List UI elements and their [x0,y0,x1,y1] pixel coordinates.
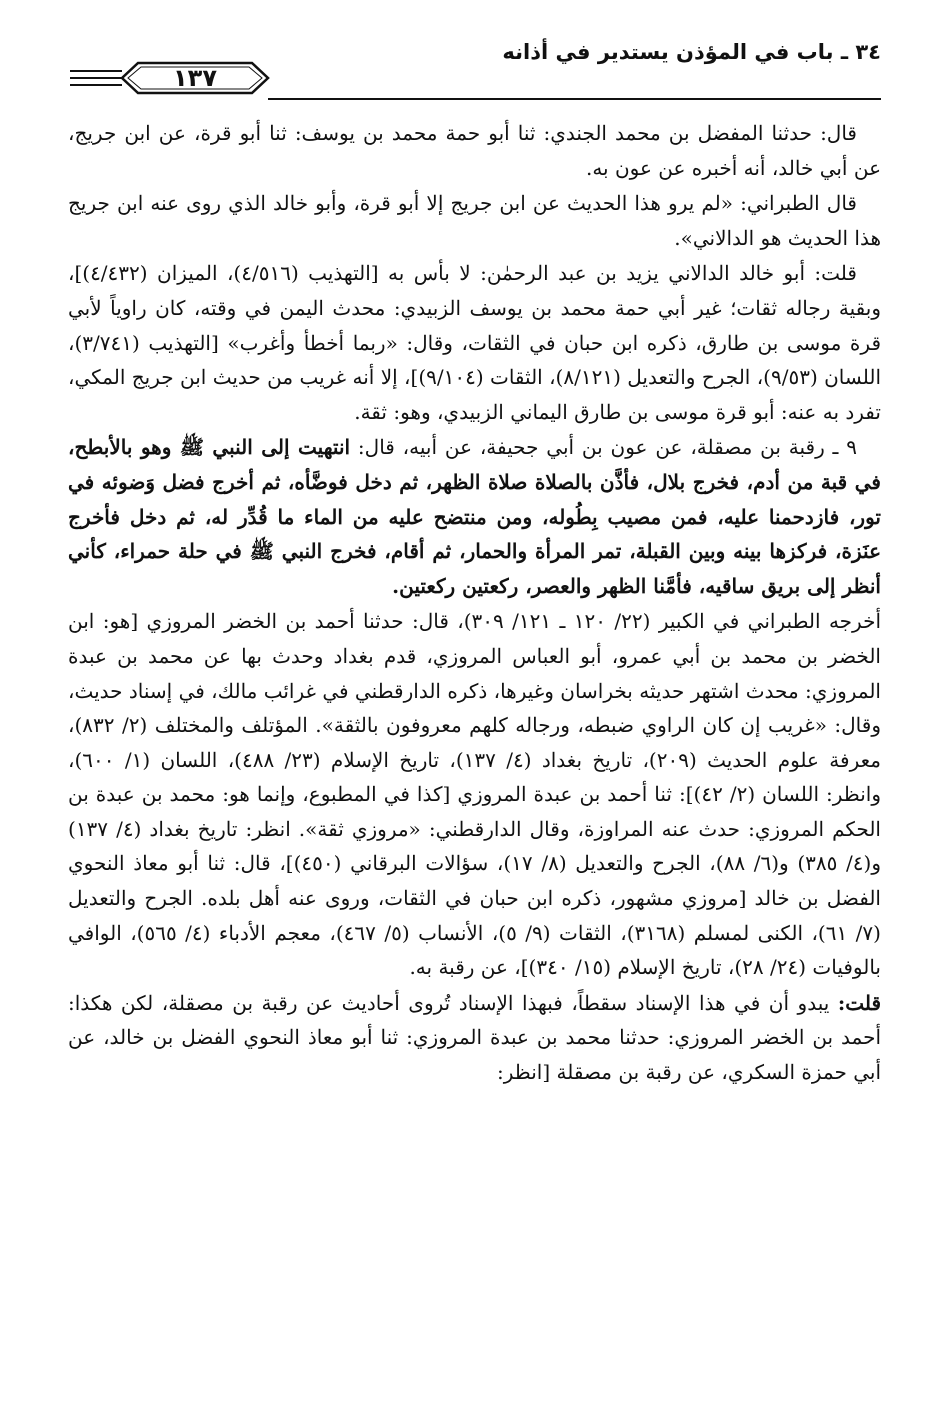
note-text: يبدو أن في هذا الإسناد سقطاً، فبهذا الإسناد تُروى أحاديث عن رقبة بن مصقلة، لكن هكذا: أحمد بن الخضر المروزي: حدثنا محمد بن عبدة المروزي: ثنا أبو معاذ النحوي الفضل بن خالد، عن أبي حمزة السكري، عن رقبة بن مصقلة [انظر: [68,990,881,1085]
page-number-badge [70,60,320,96]
hadith-text: انتهيت إلى النبي ﷺ وهو بالأبطح، في قبة من أدم، فخرج بلال، فأذَّن بالصلاة صلاة الظهر، ثم دخل فوضَّأه، ثم أخرج فضل وَضوئه في تور، فازدحمنا عليه، فمن مصيب بِطُوله، ومن منتضح عليه من الماء ما قُدِّر له، ثم دخل فأخرج عنَزة، فركزها بينه وبين القبلة، تمر المرأة والحمار، ثم أقام، فخرج النبي ﷺ في حلة حمراء، كأني أنظر إلى بريق ساقيه، فأمَّنا الظهر والعصر، ركعتين ركعتين. [68,435,881,598]
paragraph: قال الطبراني: «لم يرو هذا الحديث عن ابن جريج إلا أبو قرة، وأبو خالد الذي روى عنه ابن جريج هذا الحديث هو الدالاني». [68,191,881,250]
paragraph: قلت: أبو خالد الدالاني يزيد بن عبد الرحمٰن: لا بأس به [التهذيب (٤/٥١٦)، الميزان (٤/٤٣٢)]، وبقية رجاله ثقات؛ غير أبي حمة محمد بن يوسف الزبيدي: محدث اليمن في وقته، كان راوياً لأبي قرة موسى بن طارق، ذكره ابن حبان في الثقات، وقال: «ربما أخطأ وأغرب» [التهذيب (٣/٧٤١)، اللسان (٩/٥٣)، الجرح والتعديل (٨/١٢١)، الثقات (٩/١٠٤)]، إلا أنه غريب من حديث ابن جريج المكي، تفرد به عنه: أبو قرة موسى بن طارق اليماني الزبيدي، وهو: ثقة. [68,261,882,424]
page-content [68,116,881,1091]
header-rule [268,98,881,100]
chapter-title: ٣٤ ـ باب في المؤذن يستدير في أذانه [502,40,881,64]
paragraph: أخرجه الطبراني في الكبير (٢٢/ ١٢٠ ـ ١٢١/ ٣٠٩)، قال: حدثنا أحمد بن الخضر المروزي [هو: ابن الخضر بن محمد بن أبي عمرو، أبو العباس المروزي، قدم بغداد وحدث بها عن محمد بن عبدة المروزي: محدث اشتهر حديثه بخراسان وغيرها، ذكره الدارقطني في غرائب مالك، في إسناد حديث، وقال: «غريب إن كان الراوي ضبطه، ورجاله كلهم معروفون بالثقة». المؤتلف والمختلف (٢/ ٨٣٢)، معرفة علوم الحديث (٢٠٩)، تاريخ بغداد (٤/ ١٣٧)، تاريخ الإسلام (٢٣/ ٤٨٨)، اللسان (١/ ٦٠٠)، وانظر: اللسان (٢/ ٤٢)]: ثنا أحمد بن عبدة المروزي [كذا في المطبوع، وإنما هو: محمد بن عبدة بن الحكم المروزي: حدث عنه المراوزة، وقال الدارقطني: «مروزي ثقة». انظر: تاريخ بغداد (٤/ ١٣٧) و(٤/ ٣٨٥) و(٦/ ٨٨)، الجرح والتعديل (٨/ ١٧)، سؤالات البرقاني (٤٥٠)]، قال: ثنا أبو معاذ النحوي الفضل بن خالد [مروزي مشهور، ذكره ابن حبان في الثقات، وروى عنه أهل بلده. الجرح والتعديل (٧/ ٦١)، الكنى لمسلم (٣١٦٨)، الثقات (٩/ ٥)، الأنساب (٥/ ٤٦٧)، معجم الأدباء (٤/ ٥٦٥)، الوافي بالوفيات (٢٤/ ٢٨)، تاريخ الإسلام (١٥/ ٣٤٠)]، عن رقبة به. [67,609,882,980]
paragraph: قال: حدثنا المفضل بن محمد الجندي: ثنا أبو حمة محمد بن يوسف: ثنا أبو قرة، عن ابن جريج، عن أبي خالد، أنه أخبره عن عون به. [68,121,881,180]
hadith-paragraph [68,430,881,603]
page-header [70,38,881,108]
hadith-chain: ٩ ـ رقبة بن مصقلة، عن عون بن أبي جحيفة، عن أبيه، قال: [357,435,858,460]
page-number: ١٣٧ [173,64,217,92]
note-label: قلت: [837,990,882,1015]
paragraph [68,986,881,1090]
